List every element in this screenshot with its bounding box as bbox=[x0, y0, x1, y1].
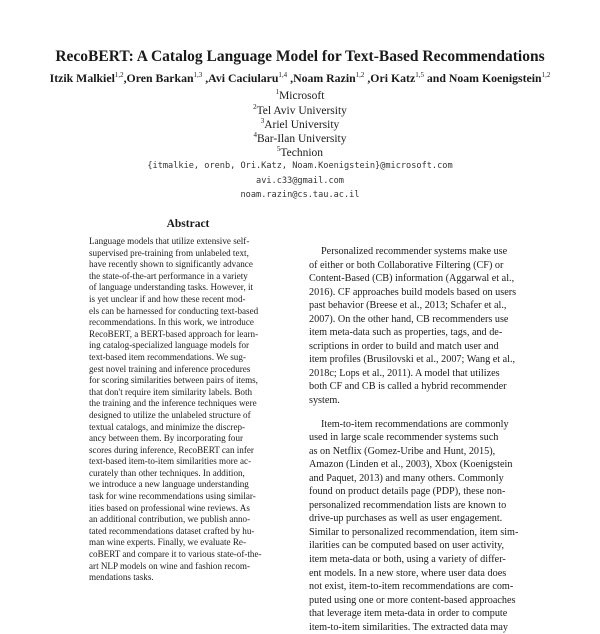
text-line: curately than other techniques. In addition, bbox=[89, 467, 245, 478]
text-line: Item-to-item recommendations are commonly bbox=[321, 418, 509, 430]
text-line: the training and the inference techniques were bbox=[89, 398, 257, 409]
text-line: supervised pre-training from unlabeled text, bbox=[89, 247, 249, 258]
affiliation: $^5$Technion bbox=[276, 145, 324, 159]
email-line: avi.c33@gmail.com bbox=[256, 176, 344, 186]
body-paragraph bbox=[309, 245, 531, 408]
text-line: tated recommendations dataset crafted by hu- bbox=[89, 525, 255, 536]
text-line: item profiles (Brusilovski et al., 2007; Wang et al., bbox=[309, 354, 516, 366]
text-line: art NLP models on wine and fashion recom- bbox=[89, 560, 251, 571]
text-line: used in large scale recommender systems such bbox=[309, 432, 499, 444]
author: ,Avi Caciularu$^{1,4}$ bbox=[202, 71, 288, 85]
text-line: gest novel training and inference procedures bbox=[89, 363, 251, 374]
author: ,Ori Katz$^{1,5}$ bbox=[364, 71, 424, 85]
author: and Noam Koenigstein$^{1,2}$ bbox=[423, 71, 551, 85]
text-line: past behavior (Breese et al., 2013; Schafer et al., bbox=[309, 300, 507, 312]
text-line: of language understanding tasks. However, it bbox=[89, 282, 254, 293]
affiliation: $^2$Tel Aviv University bbox=[253, 103, 347, 117]
text-line: RecoBERT, a BERT-based approach for learn- bbox=[89, 328, 259, 339]
text-line: of either or both Collaborative Filtering (CF) or bbox=[309, 259, 504, 271]
text-line: item-to-item similarities. The extracted data may bbox=[309, 621, 508, 633]
body-paragraph bbox=[309, 418, 531, 634]
affiliation: $^1$Microsoft bbox=[275, 88, 325, 102]
text-line: drive-up purchases as well as user engagement. bbox=[309, 513, 503, 525]
text-line: the state-of-the-art performance in a variety bbox=[89, 270, 248, 281]
affiliation: $^4$Bar-Ilan University bbox=[253, 131, 347, 145]
text-line: text-based item-to-item similarities more ac- bbox=[89, 456, 252, 467]
text-line: ing catalog-specialized language models for bbox=[89, 340, 250, 351]
text-line: coBERT and compare it to various state-of-the- bbox=[89, 549, 262, 560]
text-line: for scoring similarities between pairs of items, bbox=[89, 375, 258, 386]
email-line: noam.razin@cs.tau.ac.il bbox=[240, 190, 360, 200]
text-line: ities based on professional wine reviews. As bbox=[89, 502, 250, 513]
text-line: 2016). CF approaches build models based on users bbox=[309, 286, 517, 298]
author-list bbox=[0, 71, 600, 86]
text-line: recommendations. In this work, we introduce bbox=[89, 317, 254, 328]
text-line: system. bbox=[309, 395, 340, 407]
text-line: task for wine recommendations using similar- bbox=[89, 491, 256, 502]
text-line: 2007). On the other hand, CB recommenders use bbox=[309, 313, 509, 325]
text-line: 2018c; Lops et al., 2011). A model that utilizes bbox=[309, 367, 500, 379]
text-line: mendations tasks. bbox=[89, 572, 154, 583]
text-line: that don't require item similarity labels. Both bbox=[89, 386, 253, 397]
text-line: els can be harnessed for conducting text-based bbox=[89, 305, 259, 316]
text-line: Similar to personalized recommendation, item sim- bbox=[309, 526, 519, 538]
author: Itzik Malkiel$^{1,2}$ bbox=[49, 71, 124, 85]
text-line: found on product details page (PDP), these non- bbox=[309, 486, 506, 498]
text-line: puted using one or more content-based approaches bbox=[309, 594, 516, 606]
text-line: scriptions in order to build and match user and bbox=[309, 340, 499, 352]
text-line: Content-Based (CB) information (Aggarwal et al., bbox=[309, 273, 515, 285]
text-line: that leverage item meta-data in order to compute bbox=[309, 608, 508, 620]
text-line: and Paquet, 2013) and many others. Commonly bbox=[309, 472, 504, 484]
text-line: ilarities can be computed based on user activity, bbox=[309, 540, 505, 552]
text-line: textual catalogs, and minimize the discrep- bbox=[89, 421, 246, 432]
text-line: we introduce a new language understanding bbox=[89, 479, 249, 490]
text-line: Language models that utilize extensive self- bbox=[89, 236, 250, 246]
text-line: not exist, item-to-item recommendations are com- bbox=[309, 581, 514, 593]
text-line: is yet unclear if and how these recent mod- bbox=[89, 293, 246, 304]
introduction-body bbox=[309, 245, 531, 634]
paper-title: RecoBERT: A Catalog Language Model for Text-Based Recommendations bbox=[55, 48, 545, 65]
text-line: have recently shown to significantly advance bbox=[89, 259, 253, 270]
text-line: ancy between them. By incorporating four bbox=[89, 433, 244, 444]
author: ,Noam Razin$^{1,2}$ bbox=[287, 71, 365, 85]
text-line: item meta-data such as properties, tags, and de- bbox=[309, 327, 503, 339]
email-line: {itmalkie, orenb, Ori.Katz, Noam.Koenigstein}@microsoft.com bbox=[147, 161, 453, 171]
text-line: man wine experts. Finally, we evaluate Re- bbox=[89, 537, 246, 548]
text-line: scores during inference, RecoBERT can infer bbox=[89, 444, 254, 455]
text-line: personalized recommendation lists are known to bbox=[309, 499, 507, 511]
text-line: ent models. In a new store, where user data does bbox=[309, 567, 507, 579]
text-line: text-based item recommendations. We sug- bbox=[89, 351, 246, 362]
text-line: as on Netflix (Gomez-Uribe and Hunt, 2015), bbox=[309, 445, 496, 457]
text-line: both CF and CB is called a hybrid recommender bbox=[309, 381, 507, 393]
affiliation: $^3$Ariel University bbox=[260, 117, 340, 131]
text-line: Amazon (Linden et al., 2003), Xbox (Koenigstein bbox=[309, 459, 513, 471]
text-line: Personalized recommender systems make use bbox=[321, 246, 508, 257]
text-line: item meta-data or both, using a variety of differ- bbox=[309, 554, 506, 566]
abstract-body bbox=[89, 236, 289, 584]
text-line: an additional contribution, we publish anno- bbox=[89, 514, 251, 525]
author: ,Oren Barkan$^{1,3}$ bbox=[123, 71, 203, 85]
text-line: designed to utilize the unlabeled structure of bbox=[89, 409, 251, 420]
abstract-heading: Abstract bbox=[166, 218, 210, 230]
